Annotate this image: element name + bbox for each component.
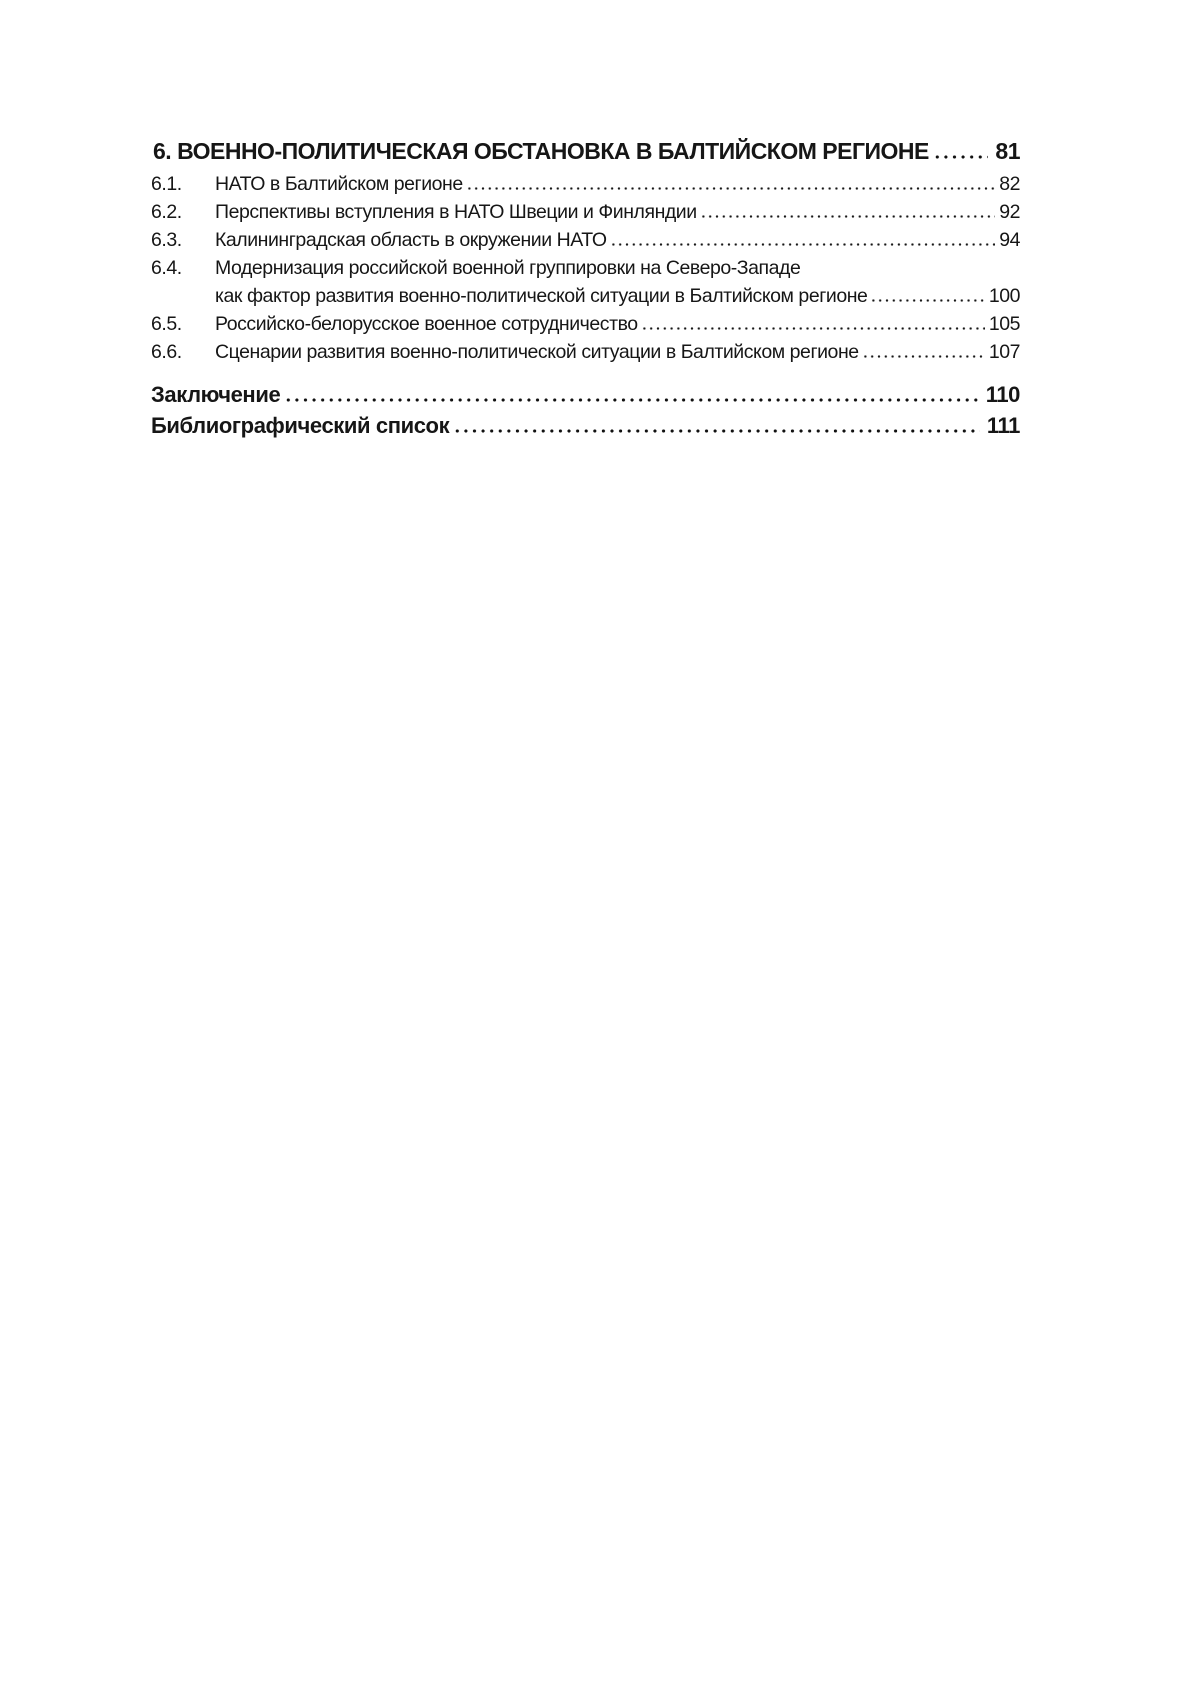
toc-closing-label: Библиографический список <box>151 413 450 438</box>
toc-entry-number: 6.3. <box>151 229 182 251</box>
toc-entry-number: 6.5. <box>151 313 182 335</box>
page-number: 82 <box>999 173 1020 195</box>
page-number: 107 <box>988 341 1020 363</box>
toc-entry-title: Модернизация российской военной группировки на Северо-Западе <box>215 257 801 279</box>
toc-entry <box>151 254 1020 310</box>
toc-entry <box>151 310 1020 338</box>
page-number: 81 <box>995 138 1020 164</box>
page-number: 110 <box>985 382 1020 407</box>
toc-entry-line <box>215 170 1020 198</box>
toc-entry <box>151 226 1020 254</box>
toc-closing-entry <box>151 410 1020 441</box>
toc-entry-line <box>215 226 1020 254</box>
toc-entry-title: Российско-белорусское военное сотрудничество <box>215 313 638 335</box>
page-number: 92 <box>999 201 1020 223</box>
page-number: 111 <box>986 413 1020 438</box>
toc-entry-title-continuation: как фактор развития военно-политической ситуации в Балтийском регионе <box>215 285 868 307</box>
toc-chapter-heading <box>153 137 1020 165</box>
toc-closing-entry <box>151 379 1020 410</box>
toc-entries <box>151 170 1020 366</box>
toc-entry-number: 6.1. <box>151 173 182 195</box>
toc-entry <box>151 338 1020 366</box>
toc-entry-title: Сценарии развития военно-политической ситуации в Балтийском регионе <box>215 341 859 363</box>
dot-leader <box>466 187 995 190</box>
toc-entry-body <box>215 338 1020 366</box>
toc-entry-line <box>215 338 1020 366</box>
page-number: 94 <box>999 229 1020 251</box>
toc-entry-title: Перспективы вступления в НАТО Швеции и Финляндии <box>215 201 697 223</box>
toc-entry-title: НАТО в Балтийском регионе <box>215 173 463 195</box>
toc-entry-number: 6.4. <box>151 257 182 279</box>
toc-entry <box>151 198 1020 226</box>
toc-entry-line <box>215 254 1020 282</box>
dot-leader <box>700 215 996 218</box>
dot-leader <box>862 355 985 358</box>
toc-entry-number: 6.6. <box>151 341 182 363</box>
toc-closing-label: Заключение <box>151 382 281 407</box>
toc-entry-body <box>215 226 1020 254</box>
page-number: 105 <box>988 313 1020 335</box>
dot-leader <box>610 243 996 246</box>
dot-leader <box>870 299 984 302</box>
toc-entry-body <box>215 198 1020 226</box>
toc-entry-number: 6.2. <box>151 201 182 223</box>
dot-leader <box>284 398 978 402</box>
toc-entry-body <box>215 254 1020 310</box>
dot-leader <box>933 155 989 159</box>
table-of-contents <box>151 137 1020 441</box>
toc-entry-line <box>215 310 1020 338</box>
toc-entry-body <box>215 170 1020 198</box>
toc-entry <box>151 170 1020 198</box>
toc-entry-title: Калининградская область в окружении НАТО <box>215 229 607 251</box>
dot-leader <box>641 327 985 330</box>
toc-entry-body <box>215 310 1020 338</box>
toc-chapter-heading-label: 6. ВОЕННО-ПОЛИТИЧЕСКАЯ ОБСТАНОВКА В БАЛТИЙСКОМ РЕГИОНЕ <box>153 138 929 164</box>
page-number: 100 <box>988 285 1020 307</box>
toc-entry-line <box>215 198 1020 226</box>
toc-closing-sections <box>151 379 1020 441</box>
toc-entry-line-continuation <box>215 282 1020 310</box>
dot-leader <box>453 429 980 433</box>
